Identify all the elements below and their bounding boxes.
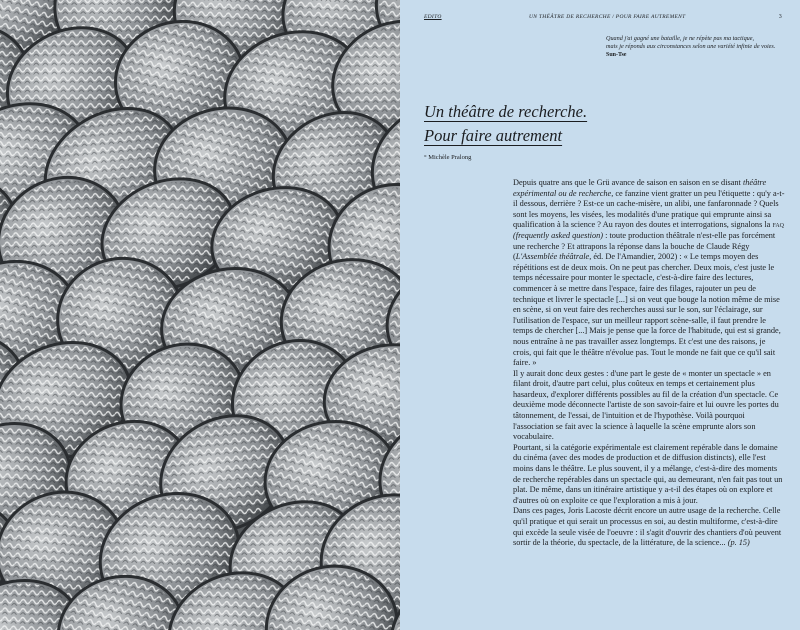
title-line-1: Un théâtre de recherche. <box>424 102 588 121</box>
paragraph-4 <box>513 506 785 548</box>
paragraph-2: Il y aurait donc deux gestes : d'une part le geste de « monter un spectacle » en filant droit, d'autre part celui, plus coûteux en temps et certainement plus hasardeux, d'explorer différents possibles au fil de la création d'un spectacle. Ce deuxième mode déconnecte l'artiste de son savoir-faire et lui ouvre les portes du tâtonnement, de l'essai, de l'intuition et de l'hypothèse. Voilà pourquoi l'association se fait avec la science à laquelle la scène emprunte alors son vocabulaire. <box>513 368 779 442</box>
text-run: , ce fanzine vient gratter un peu l'étiquette : qu'y a-t-il dessous, derrière ? Est-ce un cache-misère, un alibi, une fanfaronnade ? Quels sont les moyens, les visées, les modalités d'une pratique qui emprunte ainsi sa qualification à la science ? Au rayon des doutes et interrogations, signalons la <box>513 188 785 230</box>
article-body <box>513 178 785 549</box>
paragraph-1 <box>513 178 785 369</box>
article-title <box>424 100 587 148</box>
epigraph-line: Quand j'ai gagné une bataille, je ne répète pas ma tactique, <box>606 35 755 42</box>
page-number: 3 <box>778 14 782 20</box>
byline: ° Michèle Pralong <box>424 154 472 161</box>
epigraph-author: Sun-Tse <box>606 52 627 59</box>
text-run-italic: L'Assemblée théâtrale <box>515 252 590 262</box>
text-run-italic: (frequently asked question) <box>513 230 604 240</box>
text-run: , éd. De l'Amandier, 2002) : « Le temps moyen des répétitions est de deux mois. On ne peut pas chercher. Deux mois, c'est juste le temps nécessaire pour monter le spectacle, c'est-à-dire faire des lectures, commencer à se mettre dans l'espace, faire des filages, rajouter un peu de technique et livrer le spectacle [...] si on veut que bouge la notion même de mise en scène, si on veut faire des recherches aussi sur le son, sur l'éclairage, sur l'utilisation de l'espace, sur un meilleur rapport scène-salle, il faut prendre le temps de chercher [...] Mais je pense que la force de l'habitude, qui est si grande, nous entraîne à ne pas travailler assez longtemps. Et c'est une des raisons, je crois, qui fait que le théâtre n'évolue pas. Tout le monde ne fait que ce qu'il sait faire. » <box>513 252 781 368</box>
editorial-page <box>400 0 800 630</box>
text-run: : toute production théâtrale n'est-elle pas forcément une recherche ? Et attrapons la réponse dans la bouche de Claude Régy ( <box>513 230 776 262</box>
paragraph-3: Pourtant, si la catégorie expérimentale est clairement repérable dans le domaine du cinéma (avec des modes de production et de diffusion distincts), elle l'est moins dans le théâtre. Le plus souvent, il y a mélange, c'est-à-dire des moments de recherche repérables dans un spectacle qui, au demeurant, n'en fait pas tout un plat. De même, dans un itinéraire artistique y a-t-il des étapes où on explore et d'autres où on exploite ce que l'exploration a mis à jour. <box>513 442 783 505</box>
title-line-2: Pour faire autrement <box>424 126 563 145</box>
header-title: UN THÉÂTRE DE RECHERCHE / POUR FAIRE AUTREMENT <box>529 14 686 20</box>
text-run-italic: théâtre expérimental ou de recherche <box>513 178 767 198</box>
running-header <box>424 14 782 24</box>
page-reference: (p. 15) <box>727 538 750 548</box>
text-run: Dans ces pages, Joris Lacoste décrit encore un autre usage de la recherche. Celle qu'il pratique et qui serait un processus en soi, au destin multiforme, c'est-à-dire qui excède la seule visée de l'oeuvre : il s'agit d'ouvrir des chantiers d'où peuvent sortir de la théorie, du spectacle, de la littérature, de la science... <box>513 506 782 548</box>
epigraph-line: mais je réponds aux circonstances selon une variété infinie de voies. <box>606 43 776 51</box>
text-run-smallcaps: faq <box>772 220 784 230</box>
epigraph <box>606 35 781 60</box>
text-run: Depuis quatre ans que le Grü avance de saison en saison en se disant <box>513 178 743 187</box>
section-label: EDITO <box>424 14 442 20</box>
